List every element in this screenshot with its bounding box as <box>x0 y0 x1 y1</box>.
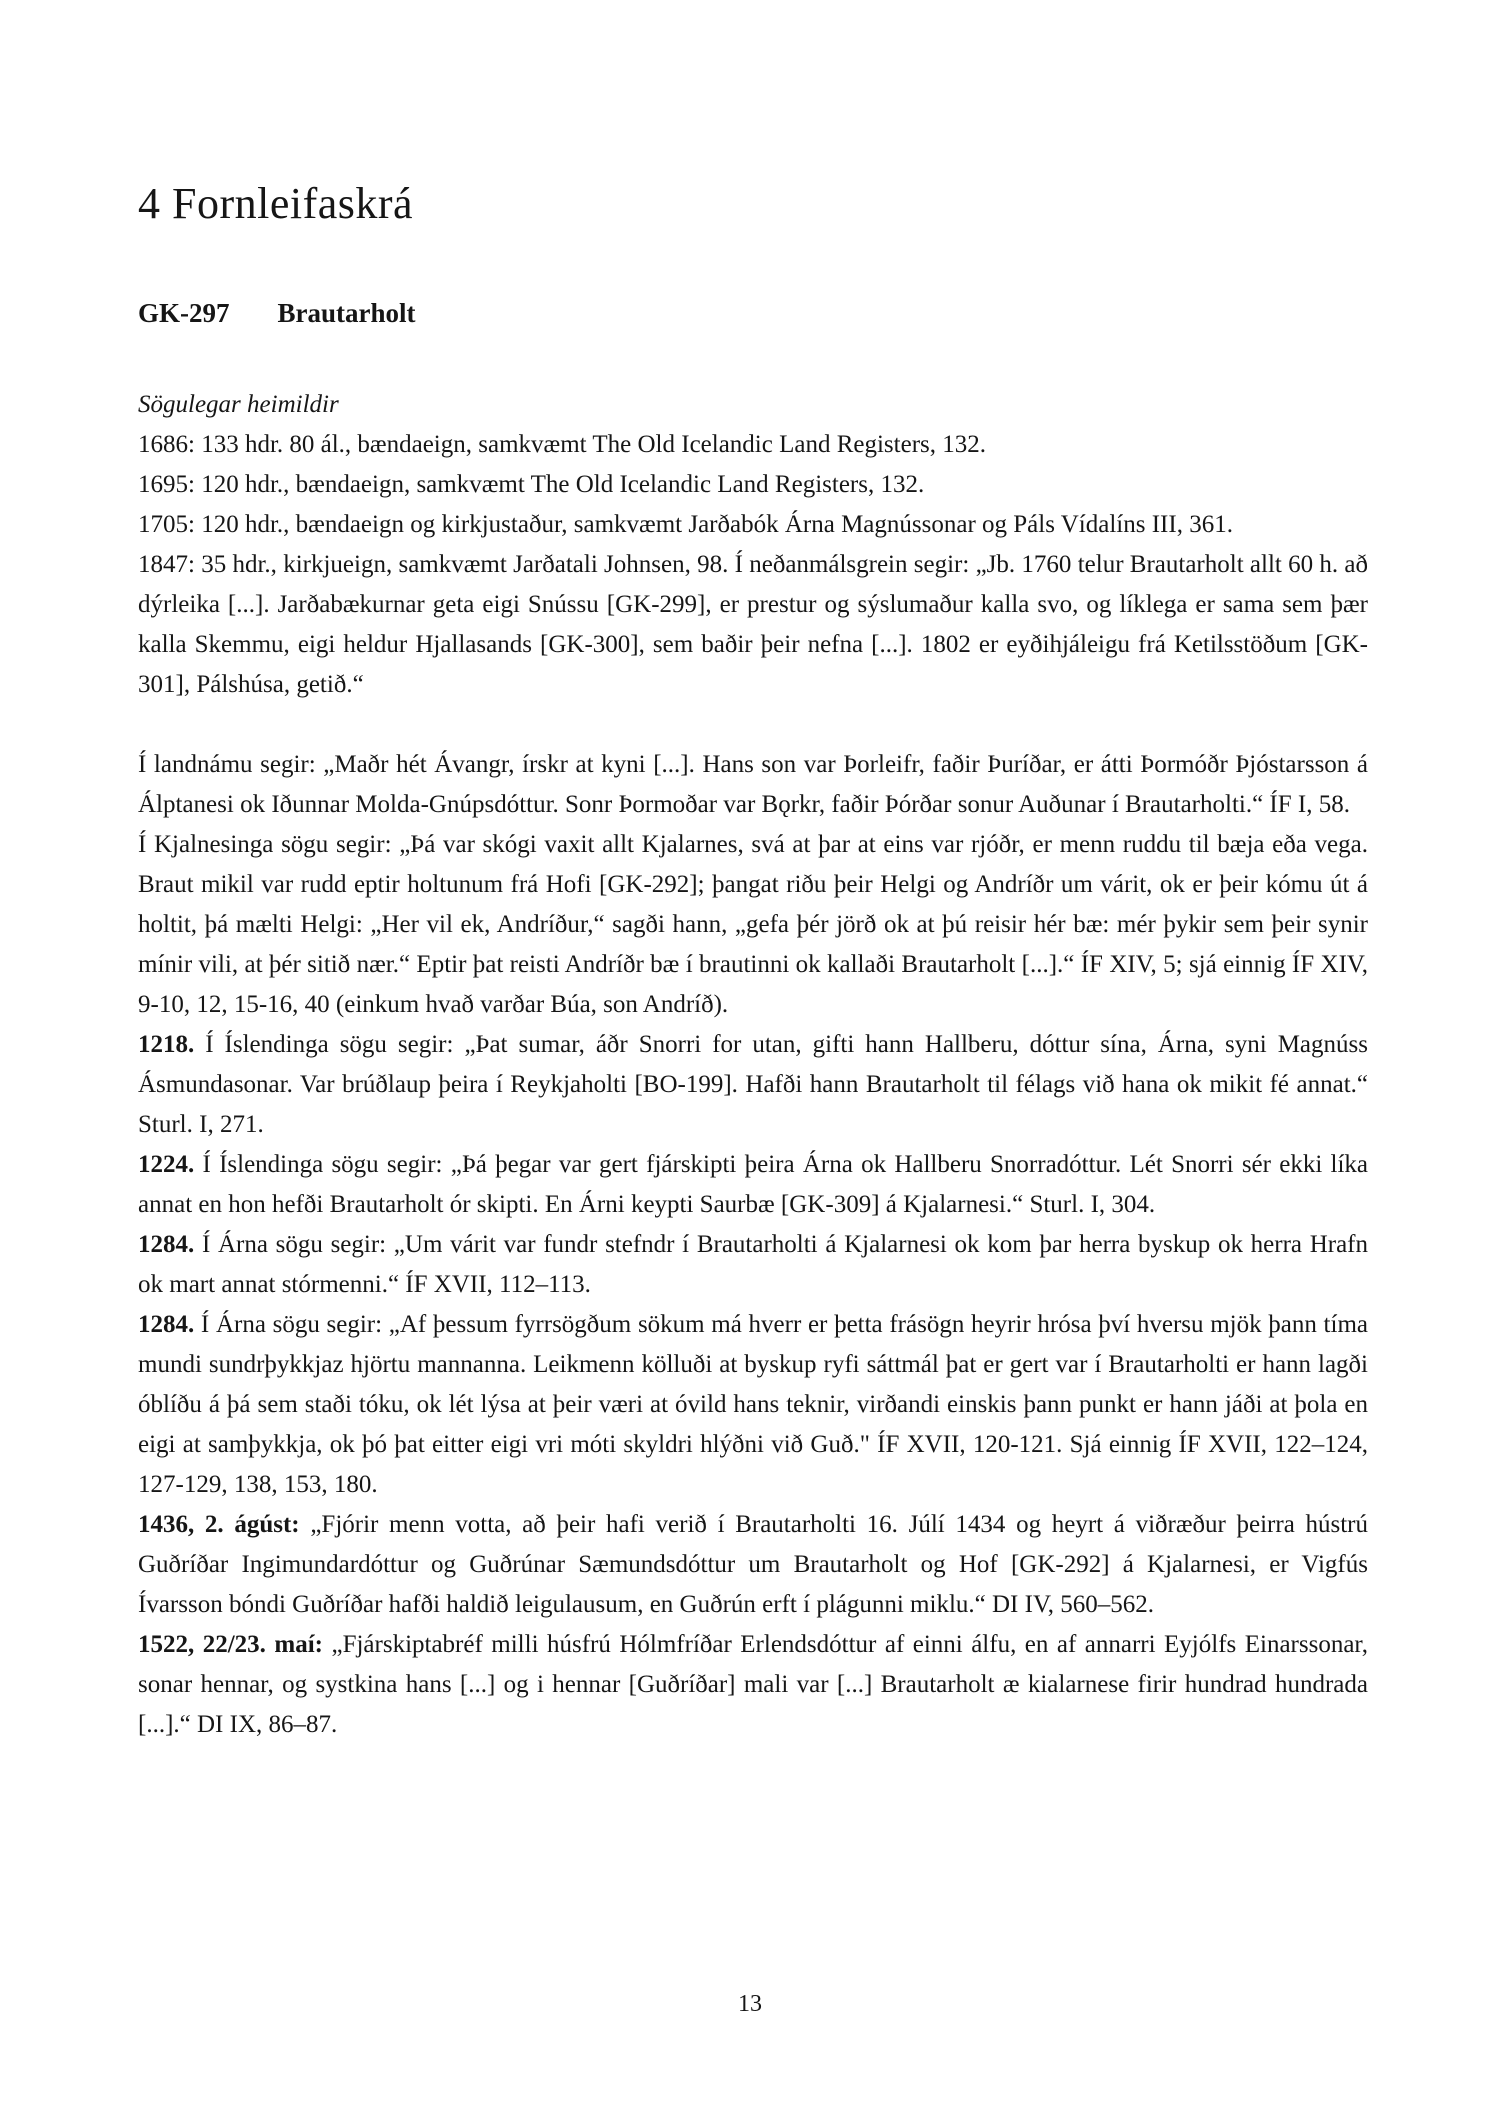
entry-paragraph <box>138 425 1368 465</box>
entry-text: Í Árna sögu segir: „Um várit var fundr stefndr í Brautarholti á Kjalarnesi ok kom þar herra byskup ok herra Hrafn ok mart annat stórmenni.“ ÍF XVII, 112–113. <box>138 1231 1368 1298</box>
site-heading <box>138 298 1368 329</box>
entry-text: Í Kjalnesinga sögu segir: „Þá var skógi vaxit allt Kjalarnes, svá at þar at eins var rjóðr, er menn ruddu til bæja eða vega. Braut mikil var rudd eptir holtunum frá Hofi [GK-292]; þangat riðu þeir Helgi og Andríðr um várit, ok er þeir kómu út á holtit, þá mælti Helgi: „Her vil ek, Andríður,“ sagði hann, „gefa þér jörð ok at þú reisir hér bæ: mér þykir sem þeir synir mínir vili, at þér sitið nær.“ Eptir þat reisti Andríðr bæ í brautinni ok kallaði Brautarholt [...].“ ÍF XIV, 5; sjá einnig ÍF XIV, 9-10, 12, 15-16, 40 (einkum hvað varðar Búa, son Andríð). <box>138 831 1368 1018</box>
entry-paragraph <box>138 1225 1368 1305</box>
entry-date-lead: 1218. <box>138 1031 195 1058</box>
entry-paragraph <box>138 1305 1368 1505</box>
entry-paragraph <box>138 465 1368 505</box>
entry-text: „Fjórir menn votta, að þeir hafi verið í Brautarholti 16. Júlí 1434 og heyrt á viðræður þeirra hústrú Guðríðar Ingimundardóttur og Guðrúnar Sæmundsdóttur um Brautarholt og Hof [GK-292] á Kjalarnesi, er Vigfús Ívarsson bóndi Guðríðar hafði haldið leigulausum, en Guðrún erft í plágunni miklu.“ DI IV, 560–562. <box>138 1511 1368 1618</box>
entry-date-lead: 1284. <box>138 1231 195 1258</box>
site-id: GK-297 <box>138 298 230 328</box>
entry-text: Í Íslendinga sögu segir: „Þat sumar, áðr Snorri for utan, gifti hann Hallberu, dóttur sína, Árna, syni Magnúss Ásmundasonar. Var brúðlaup þeira í Reykjaholti [BO-199]. Hafði hann Brautarholt til félags við hana ok mikit fé annat.“ Sturl. I, 271. <box>138 1031 1368 1138</box>
entry-text: 1686: 133 hdr. 80 ál., bændaeign, samkvæmt The Old Icelandic Land Registers, 132. <box>138 431 987 458</box>
entry-text: 1695: 120 hdr., bændaeign, samkvæmt The Old Icelandic Land Registers, 132. <box>138 471 925 498</box>
entry-text: Í Íslendinga sögu segir: „Þá þegar var gert fjárskipti þeira Árna ok Hallberu Snorradóttur. Lét Snorri sér ekki líka annat en hon hefði Brautarholt ór skipti. En Árni keypti Saurbæ [GK-309] á Kjalarnesi.“ Sturl. I, 304. <box>138 1151 1368 1218</box>
entry-date-lead: 1436, 2. ágúst: <box>138 1511 300 1538</box>
entry-date-lead: 1284. <box>138 1311 195 1338</box>
entry-paragraph <box>138 545 1368 705</box>
entry-text: Í Árna sögu segir: „Af þessum fyrrsögðum sökum má hverr er þetta frásögn heyrir hrósa því hversu mjök þann tíma mundi sundrþykkjaz hjörtu mannanna. Leikmenn kölluði at byskup ryfi sáttmál þat er gert var í Brautarholti er hann lagði óblíðu á þá sem staði tóku, ok lét lýsa at þeir væri at óvild hans teknir, virðandi einskis þann punkt er hann jáði at þola en eigi at samþykkja, ok þó þat eitter eigi vri móti skyldri hlýðni við Guð." ÍF XVII, 120-121. Sjá einnig ÍF XVII, 122–124, 127-129, 138, 153, 180. <box>138 1311 1368 1498</box>
section-label: Sögulegar heimildir <box>138 391 339 418</box>
entry-paragraph <box>138 1145 1368 1225</box>
entry-paragraph <box>138 1505 1368 1625</box>
entry-text: Í landnámu segir: „Maðr hét Ávangr, írskr at kyni [...]. Hans son var Þorleifr, faðir Þuríðar, er átti Þormóðr Þjóstarsson á Álptanesi ok Iðunnar Molda-Gnúpsdóttur. Sonr Þormoðar var Bǫrkr, faðir Þórðar sonur Auðunar í Brautarholti.“ ÍF I, 58. <box>138 751 1368 818</box>
page-number: 13 <box>738 1991 762 2017</box>
entry-date-lead: 1224. <box>138 1151 195 1178</box>
entry-text: 1705: 120 hdr., bændaeign og kirkjustaður, samkvæmt Jarðabók Árna Magnússonar og Páls Vídalíns III, 361. <box>138 511 1233 538</box>
entry-date-lead: 1522, 22/23. maí: <box>138 1631 323 1658</box>
entry-paragraph <box>138 825 1368 1025</box>
site-name: Brautarholt <box>277 298 416 328</box>
chapter-heading: 4 Fornleifaskrá <box>138 179 414 228</box>
body-text <box>138 425 1368 1745</box>
entry-paragraph <box>138 1025 1368 1145</box>
entry-paragraph <box>138 1625 1368 1745</box>
entry-text: 1847: 35 hdr., kirkjueign, samkvæmt Jarðatali Johnsen, 98. Í neðanmálsgrein segir: „Jb. 1760 telur Brautarholt allt 60 h. að dýrleika [...]. Jarðabækurnar geta eigi Snússu [GK-299], er prestur og sýslumaður kalla svo, og líklega er sama sem þær kalla Skemmu, eigi heldur Hjallasands [GK-300], sem baðir þeir nefna [...]. 1802 er eyðihjáleigu frá Ketilsstöðum [GK-301], Pálshúsa, getið.“ <box>138 551 1368 698</box>
entry-paragraph <box>138 745 1368 825</box>
entry-text: „Fjárskiptabréf milli húsfrú Hólmfríðar Erlendsdóttur af einni álfu, en af annarri Eyjólfs Einarssonar, sonar hennar, og systkina hans [...] og i hennar [Guðríðar] mali var [...] Brautarholt æ kialarnese firir hundrad hundrada [...].“ DI IX, 86–87. <box>138 1631 1368 1738</box>
entry-paragraph <box>138 505 1368 545</box>
